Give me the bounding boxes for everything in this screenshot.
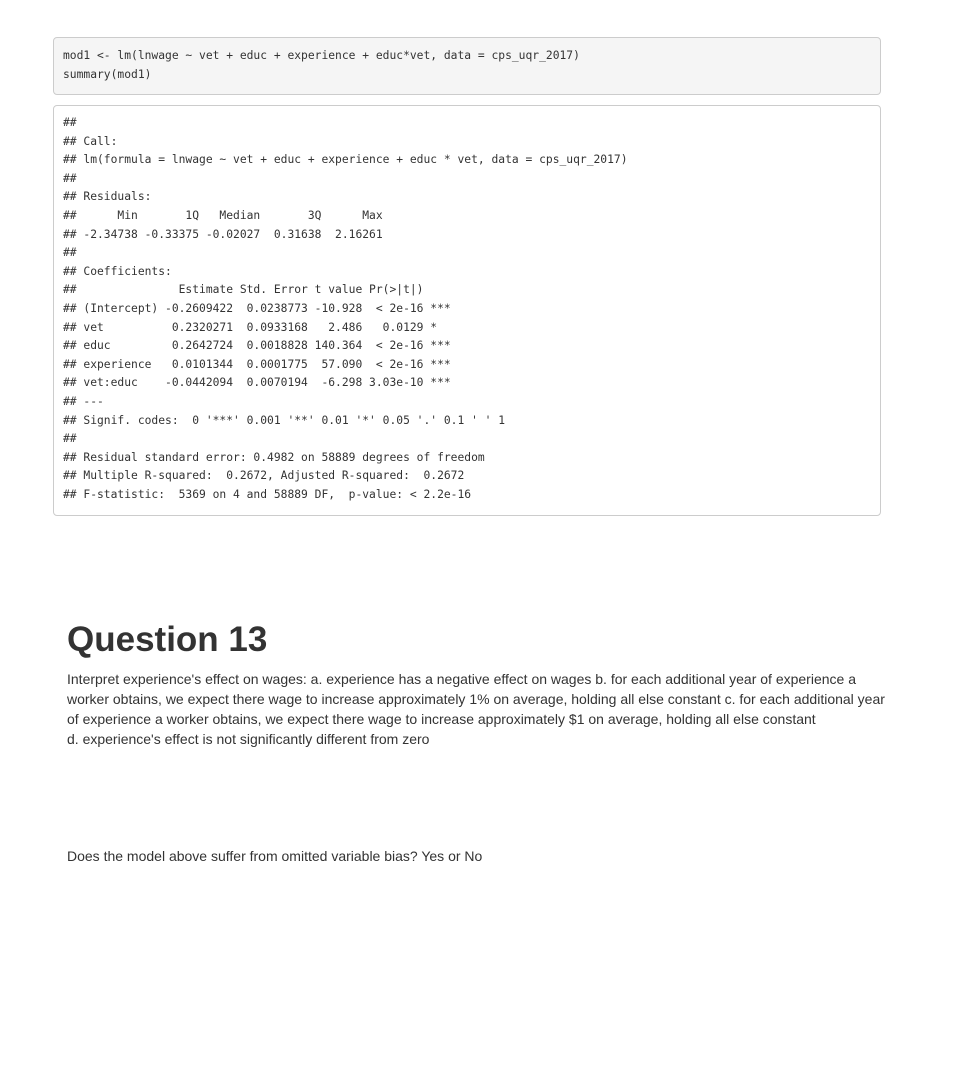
output-line: ## Estimate Std. Error t value Pr(>|t|) (63, 283, 424, 297)
output-line: ## experience 0.0101344 0.0001775 57.090 < 2e-16 *** (63, 357, 451, 371)
question-text (67, 669, 897, 749)
output-line: ## Residual standard error: 0.4982 on 58889 degrees of freedom (63, 450, 485, 464)
output-line: ## (63, 432, 77, 446)
followup-question: Does the model above suffer from omitted variable bias? Yes or No (67, 848, 483, 864)
question-text-line: d. experience's effect is not significantly different from zero (67, 731, 430, 747)
output-line: ## F-statistic: 5369 on 4 and 58889 DF, p-value: < 2.2e-16 (63, 487, 472, 501)
r-code-output (53, 105, 881, 516)
output-line: ## (63, 116, 77, 129)
output-line: ## vet 0.2320271 0.0933168 2.486 0.0129 * (63, 320, 438, 334)
output-line: ## Call: (63, 134, 118, 148)
output-line: ## Residuals: (63, 190, 152, 204)
output-line: ## Multiple R-squared: 0.2672, Adjusted R-squared: 0.2672 (63, 469, 465, 483)
code-line: summary(mod1) (63, 67, 152, 81)
output-line: ## lm(formula = lnwage ~ vet + educ + experience + educ * vet, data = cps_uqr_2017) (63, 153, 628, 167)
question-text-line: Interpret experience's effect on wages: a. experience has a negative effect on wages b. for each additional year of experience a worker obtains, we expect there wage to increase approximately 1% on average, holding all else constant c. for each additional year of experience a worker obtains, we expect there wage to increase approximately $1 on average, holding all else constant (67, 671, 885, 727)
r-code-input (53, 37, 881, 95)
output-line: ## Signif. codes: 0 '***' 0.001 '**' 0.01 '*' 0.05 '.' 0.1 ' ' 1 (63, 413, 506, 427)
output-line: ## Min 1Q Median 3Q Max (63, 208, 383, 222)
output-line: ## (63, 171, 77, 185)
code-line: mod1 <- lm(lnwage ~ vet + educ + experience + educ*vet, data = cps_uqr_2017) (63, 49, 580, 62)
output-line: ## -2.34738 -0.33375 -0.02027 0.31638 2.16261 (63, 227, 383, 241)
output-line: ## Coefficients: (63, 264, 172, 278)
output-line: ## educ 0.2642724 0.0018828 140.364 < 2e-16 *** (63, 339, 451, 353)
output-line: ## vet:educ -0.0442094 0.0070194 -6.298 3.03e-10 *** (63, 376, 451, 390)
output-line: ## (Intercept) -0.2609422 0.0238773 -10.928 < 2e-16 *** (63, 301, 451, 315)
output-line: ## --- (63, 394, 104, 408)
output-line: ## (63, 246, 77, 260)
question-title: Question 13 (67, 620, 268, 659)
